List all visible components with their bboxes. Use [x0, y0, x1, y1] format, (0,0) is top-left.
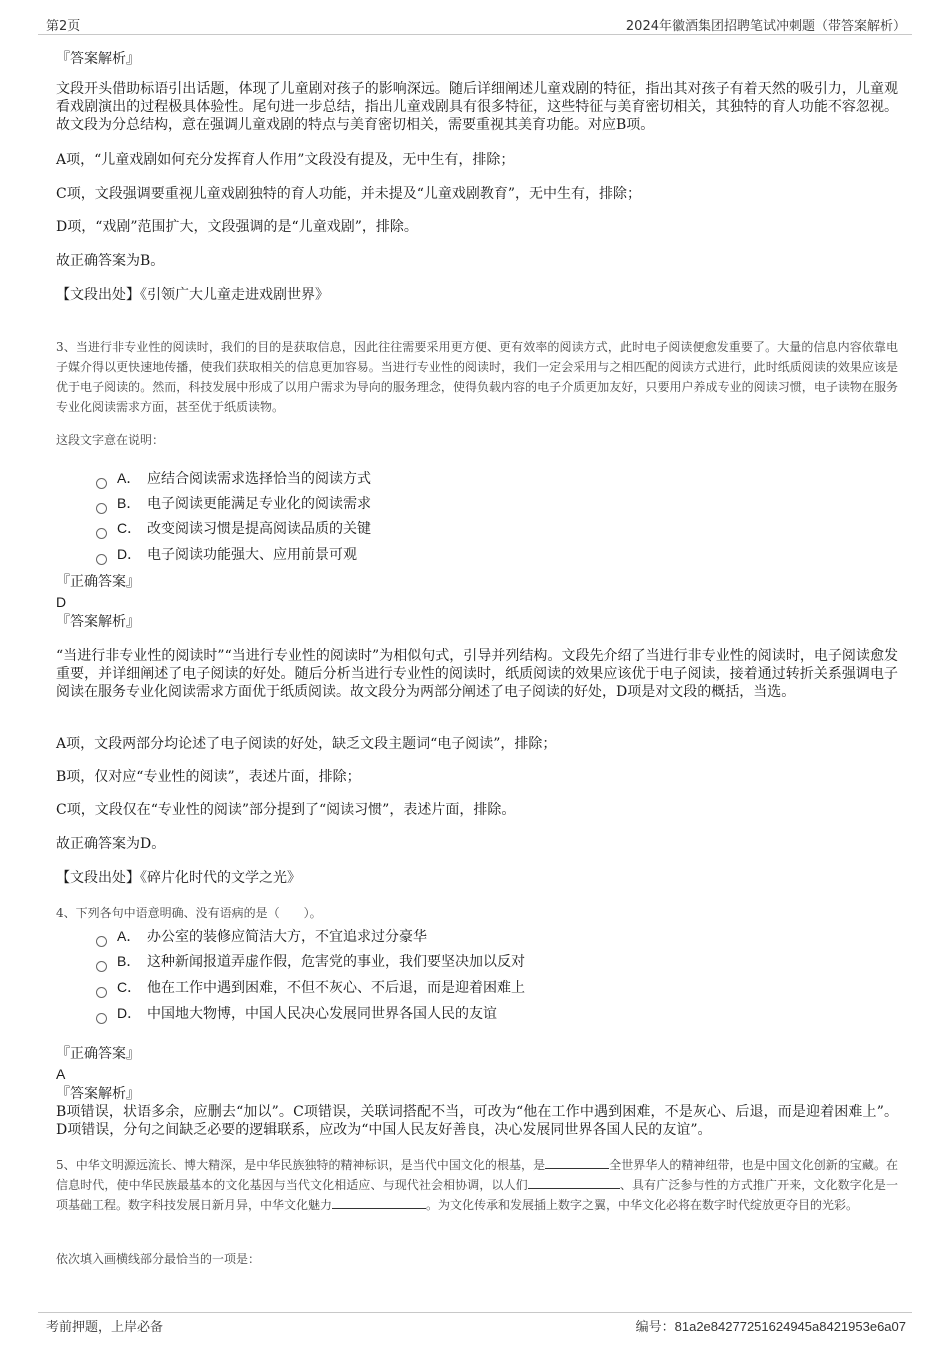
q3-option-b[interactable]: B． 电子阅读更能满足专业化的阅读需求: [96, 492, 371, 514]
page-header: [38, 12, 912, 35]
correct-answer-label: 『正确答案』: [56, 574, 140, 590]
analysis-text: 文段开头借助标语引出话题，体现了儿童剧对孩子的影响深远。随后详细阐述儿童戏剧的特征，指出其对孩子有着天然的吸引力，儿童观看戏剧演出的过程极具体验性。尾句进一步总结，指出儿童戏剧具有很多特征，这些特征与美育密切相关，其独特的育人功能不容忽视。故文段为分总结构，意在强调儿童戏剧的特点与美育密切相关，需要重视其美育功能。对应B项。: [56, 81, 898, 133]
analysis-point-b: B项，仅对应“专业性的阅读”，表述片面，排除；: [56, 769, 361, 785]
radio-icon[interactable]: [96, 936, 107, 947]
q4-option-b[interactable]: B． 这种新闻报道弄虚作假，危害党的事业，我们要坚决加以反对: [96, 950, 525, 972]
correct-answer: D: [56, 594, 67, 610]
q4-option-d[interactable]: D． 中国地大物博，中国人民决心发展同世界各国人民的友谊: [96, 1002, 497, 1024]
analysis-paragraph: [56, 647, 898, 701]
source-citation: 【文段出处】《引领广大儿童走进戏剧世界》: [56, 287, 329, 303]
analysis-paragraph: [56, 1103, 898, 1139]
analysis-point-d: D项，“戏剧”范围扩大，文段强调的是“儿童戏剧”，排除。: [56, 219, 418, 235]
analysis-label: 『答案解析』: [56, 1086, 140, 1102]
radio-icon[interactable]: [96, 478, 107, 489]
analysis-text: “当进行非专业性的阅读时”“当进行专业性的阅读时”为相似句式，引导并列结构。文段先介绍了当进行非专业性的阅读时，电子阅读愈发重要，并详细阐述了电子阅读的好处。随后分析当进行专业性的阅读时，纸质阅读的效果应该优于电子阅读，接着通过转折关系强调电子阅读在服务专业化阅读需求方面优于纸质阅读。故文段分为两部分阐述了电子阅读的好处，D项是对文段的概括，当选。: [56, 648, 898, 700]
q3-option-a[interactable]: A． 应结合阅读需求选择恰当的阅读方式: [96, 467, 371, 489]
radio-icon[interactable]: [96, 1013, 107, 1024]
analysis-paragraph: [56, 80, 898, 134]
question-3-prompt: 这段文字意在说明：: [56, 433, 165, 447]
radio-icon[interactable]: [96, 961, 107, 972]
analysis-text: B项错误，状语多余，应删去“加以”。C项错误，关联词搭配不当，可改为“他在工作中遇到困难，不是灰心、后退，而是迎着困难上”。D项错误，分句之间缺乏必要的逻辑联系，应改为“中国人民友好善良，决心发展同世界各国人民的友谊”。: [56, 1104, 898, 1138]
source-citation: 【文段出处】《碎片化时代的文学之光》: [56, 870, 301, 886]
code-value: 81a2e84277251624945a8421953e6a07: [674, 1319, 906, 1334]
page-footer: [38, 1312, 912, 1335]
footer-slogan: 考前押题，上岸必备: [46, 1320, 164, 1335]
q4-option-c[interactable]: C． 他在工作中遇到困难，不但不灰心、不后退，而是迎着困难上: [96, 976, 525, 998]
analysis-point-a: A项，“儿童戏剧如何充分发挥育人作用”文段没有提及，无中生有，排除；: [56, 152, 515, 168]
radio-icon[interactable]: [96, 554, 107, 565]
question-5: [56, 1155, 898, 1215]
analysis-point-c: C项，文段仅在“专业性的阅读”部分提到了“阅读习惯”，表述片面，排除。: [56, 802, 516, 818]
document-title: 2024年徽酒集团招聘笔试冲刺题（带答案解析）: [625, 19, 906, 34]
page-number: 第2页: [46, 19, 81, 34]
code-label: 编号：: [635, 1320, 675, 1335]
question-5-prompt: 依次填入画横线部分最恰当的一项是：: [56, 1252, 261, 1266]
q3-option-c[interactable]: C． 改变阅读习惯是提高阅读品质的关键: [96, 517, 371, 539]
question-4-text: 4、下列各句中语意明确、没有语病的是（ ）。: [56, 906, 322, 920]
fill-blank-2[interactable]: [528, 1176, 620, 1189]
radio-icon[interactable]: [96, 503, 107, 514]
conclusion: 故正确答案为B。: [56, 253, 165, 269]
q4-option-a[interactable]: A． 办公室的装修应简洁大方，不宜追求过分豪华: [96, 925, 427, 947]
q3-option-d[interactable]: D． 电子阅读功能强大、应用前景可观: [96, 543, 357, 565]
conclusion: 故正确答案为D。: [56, 836, 166, 852]
fill-blank-3[interactable]: [332, 1196, 426, 1209]
analysis-point-a: A项，文段两部分均论述了电子阅读的好处，缺乏文段主题词“电子阅读”，排除；: [56, 736, 557, 752]
analysis-label: 『答案解析』: [56, 51, 140, 67]
analysis-point-c: C项，文段强调要重视儿童戏剧独特的育人功能，并未提及“儿童戏剧教育”，无中生有，排除；: [56, 186, 642, 202]
correct-answer-label: 『正确答案』: [56, 1046, 140, 1062]
question-5-text: 5、中华文明源远流长、博大精深，是中华民族独特的精神标识，是当代中国文化的根基，是 全世界华人的精神纽带，也是中国文化创新的宝藏。在信息时代，使中华民族最基本的文化基因与当代文化相适应、与现代社会相协调，以人们 、具有广泛参与性的方式推广开来，文化数字化是一项基础工程。数字科技发展日新月异，中华文化魅力 。为文化传承和发展插上数字之翼，中华文化必将在数字时代绽放更夺目的光彩。: [56, 1158, 898, 1212]
fill-blank-1[interactable]: [545, 1156, 609, 1169]
question-3-text: 3、当进行非专业性的阅读时，我们的目的是获取信息，因此往往需要采用更方便、更有效率的阅读方式，此时电子阅读便愈发重要了。大量的信息内容依靠电子媒介得以更快速地传播，使我们获取相关的信息更加容易。当进行专业性的阅读时，我们一定会采用与之相匹配的阅读方式进行，此时纸质阅读的效果应该是优于电子阅读的。然而，科技发展中形成了以用户需求为导向的服务理念，使得负载内容的电子介质更加友好，只要用户养成专业的阅读习惯，电子读物在服务专业化阅读需求方面，甚至优于纸质读物。: [56, 340, 898, 414]
question-3: [56, 337, 898, 417]
document-code: [636, 1316, 906, 1335]
radio-icon[interactable]: [96, 987, 107, 998]
radio-icon[interactable]: [96, 528, 107, 539]
correct-answer: A: [56, 1066, 66, 1082]
analysis-label: 『答案解析』: [56, 614, 140, 630]
